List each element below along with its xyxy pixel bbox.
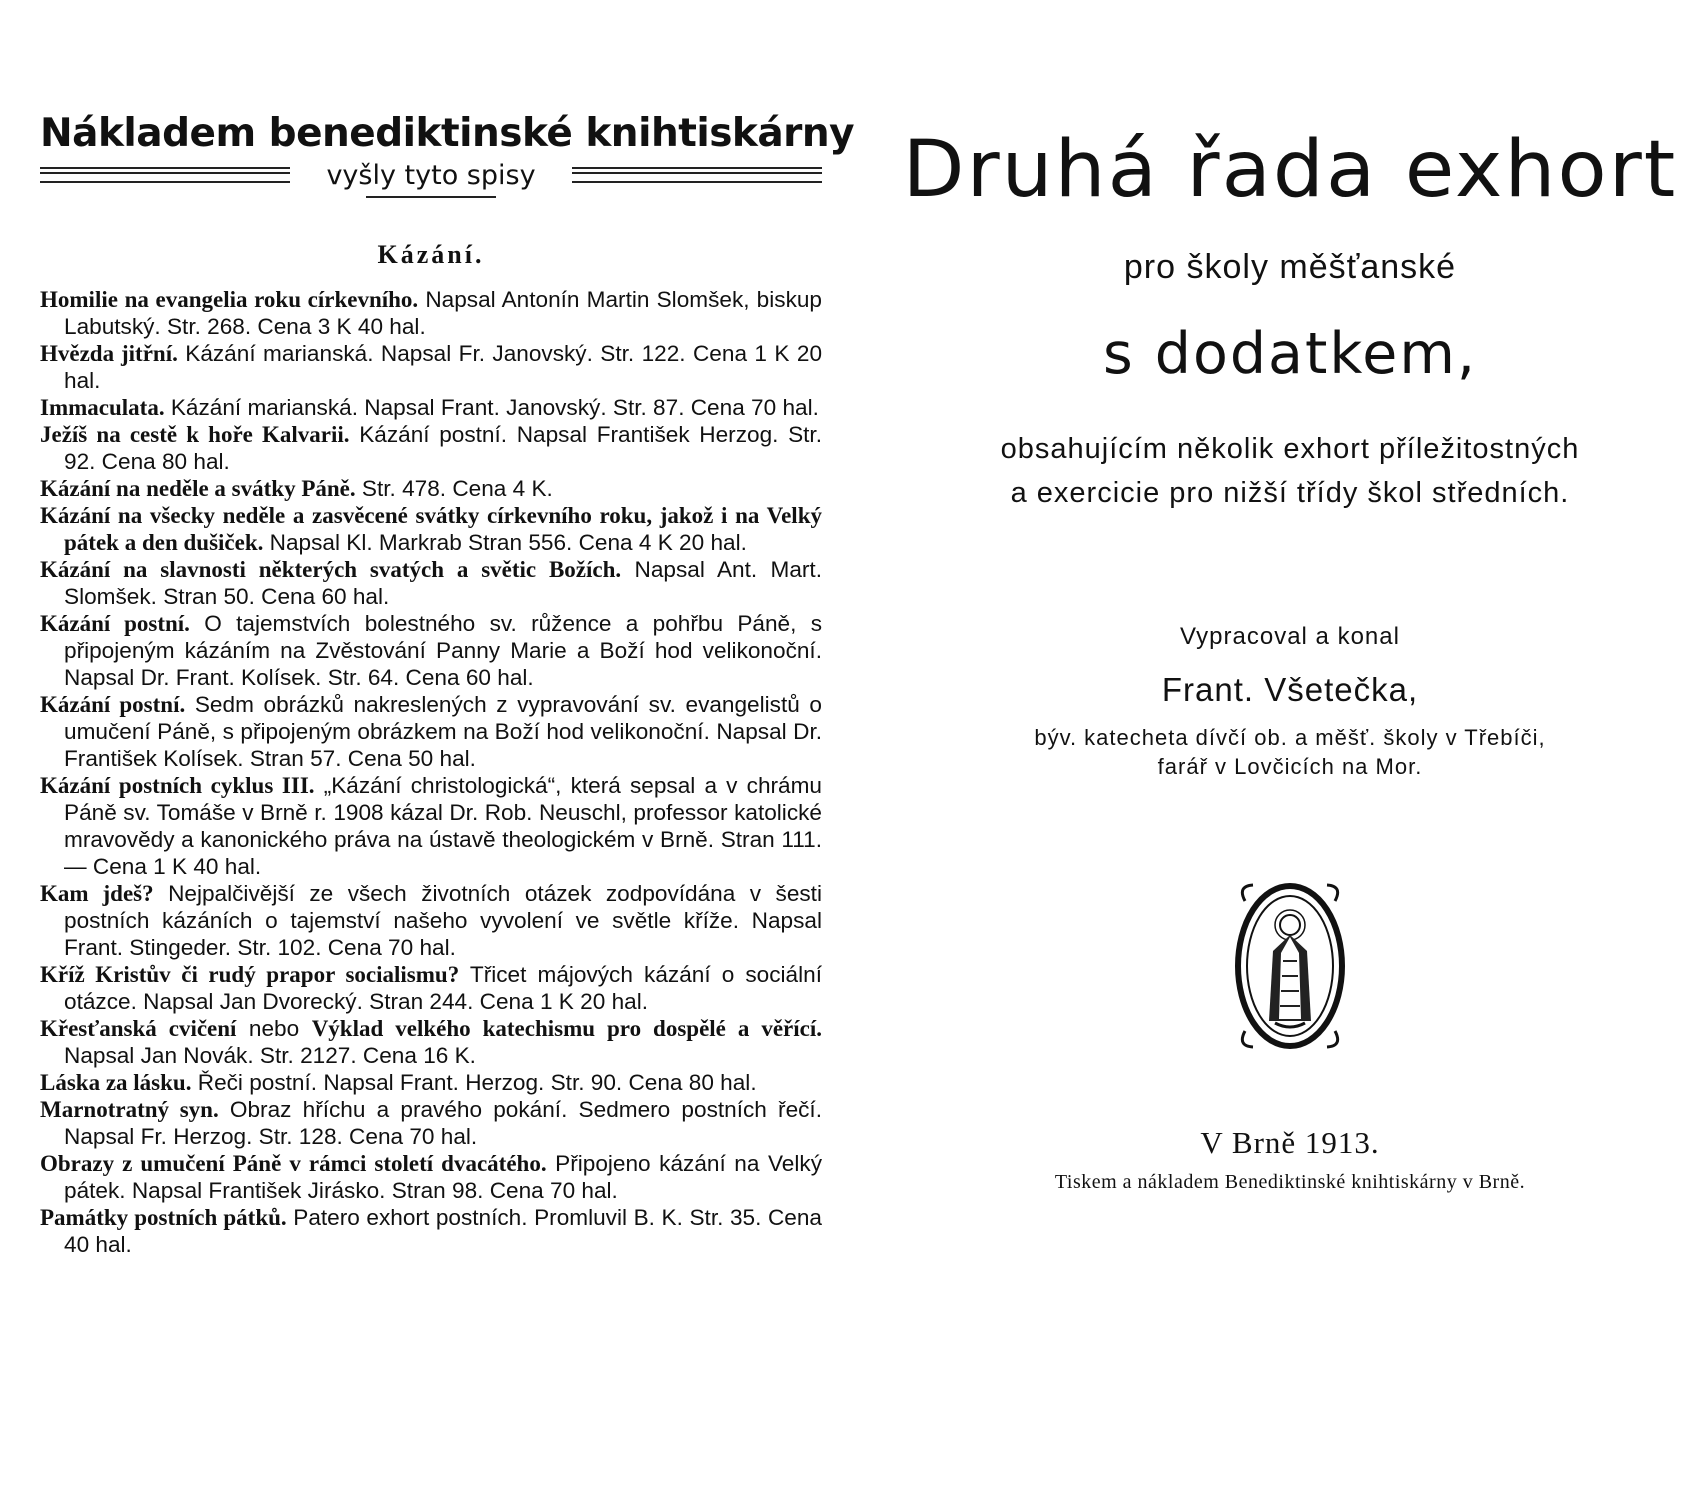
book-entry (40, 340, 822, 394)
book-entry (40, 1204, 822, 1258)
printer-note: Tiskem a nákladem Benediktinské knihtiskárny v Brně. (1054, 1171, 1526, 1193)
book-title: Immaculata. (40, 395, 165, 420)
book-title: Marnotratný syn. (40, 1097, 219, 1122)
book-details: Patero exhort postních. Promluvil B. K. Str. 35. Cena 40 hal. (64, 1205, 822, 1257)
book-details: Připojeno kázání na Velký pátek. Napsal František Jirásko. Stran 98. Cena 70 hal. (64, 1151, 822, 1203)
book-entry (40, 691, 822, 772)
author-role-line: farář v Lovčicích na Mor. (1157, 754, 1423, 779)
book-entry (40, 880, 822, 961)
left-rule (40, 167, 290, 183)
right-page (890, 110, 1690, 1194)
book-details: Napsal Ant. Mart. Slomšek. Stran 50. Cena 60 hal. (64, 557, 822, 609)
book-entry (40, 1069, 822, 1096)
book-list (40, 286, 822, 1258)
book-title: Křesťanská cvičení (40, 1016, 237, 1041)
title-subtitle: pro školy měšťanské (1123, 248, 1457, 286)
author-role (890, 723, 1690, 781)
book-details: Napsal Jan Novák. Str. 2127. Cena 16 K. (64, 1043, 476, 1068)
title-addendum: s dodatkem, (1102, 321, 1478, 387)
book-title: Památky postních pátků. (40, 1205, 287, 1230)
madonna-vignette-icon (1235, 881, 1345, 1051)
book-details: Kázání marianská. Napsal Frant. Janovský. Str. 87. Cena 70 hal. (164, 395, 819, 420)
book-entry (40, 421, 822, 475)
book-details: „Kázání christologická“, která sepsal a v chrámu Páně sv. Tomáše v Brně r. 1908 kázal Dr. Rob. Neuschl, professor katolické mravovědy a kanonického práva na ústavě theologickém v Brně. Stran 111. — Cena 1 K 40 hal. (64, 773, 822, 879)
book-title: Druhá řada exhort (902, 125, 1678, 215)
description-line: a exercicie pro nižší třídy škol středních. (1010, 477, 1570, 509)
book-title: Kam jdeš? (40, 881, 154, 906)
book-title: Výklad velkého katechismu pro dospělé a věřící. (311, 1016, 822, 1041)
book-entry (40, 772, 822, 880)
place-year: V Brně 1913. (1200, 1125, 1380, 1160)
book-entry (40, 286, 822, 340)
book-entry (40, 556, 822, 610)
author-name: Frant. Všetečka, (1161, 671, 1419, 708)
book-title: Kázání postních cyklus III. (40, 773, 315, 798)
book-details: Řeči postní. Napsal Frant. Herzog. Str. 90. Cena 80 hal. (191, 1070, 757, 1095)
book-details: Kázání marianská. Napsal Fr. Janovský. Str. 122. Cena 1 K 20 hal. (64, 341, 823, 393)
author-role-line: býv. katecheta dívčí ob. a měšť. školy v Třebíči, (1034, 725, 1546, 750)
book-title: Kázání na všecky neděle a zasvěcené svátky církevního roku, jakož i na Velký pátek a den dušiček. (40, 503, 822, 555)
book-details: Obraz hříchu a pravého pokání. Sedmero postních řečí. Napsal Fr. Herzog. Str. 128. Cena 70 hal. (64, 1097, 822, 1149)
subtitle-row (40, 160, 822, 190)
book-details: Napsal Kl. Markrab Stran 556. Cena 4 K 20 hal. (263, 530, 747, 555)
prepared-by: Vypracoval a konal (1180, 623, 1400, 650)
book-entry (40, 961, 822, 1015)
right-rule (572, 167, 822, 183)
book-title: Kázání postní. (40, 692, 186, 717)
book-details: nebo (236, 1016, 312, 1041)
book-details: Sedm obrázků nakreslených z vypravování sv. evangelistů o umučení Páně, s připojeným obrázkem na Boží hod velikonoční. Napsal Dr. František Kolísek. Stran 57. Cena 50 hal. (64, 692, 823, 771)
book-title: Obrazy z umučení Páně v rámci století dvacátého. (40, 1151, 547, 1176)
book-entry (40, 1096, 822, 1150)
subtitle: vyšly tyto spisy (326, 159, 536, 191)
book-title: Hvězda jitřní. (40, 341, 178, 366)
book-title: Kříž Kristův či rudý prapor socialismu? (40, 962, 460, 987)
book-details: Nejpalčivější ze všech životních otázek zodpovídána v šesti postních kázáních o tajemství našeho vyvolení ve světle kříže. Napsal Frant. Stingeder. Str. 102. Cena 70 hal. (64, 881, 822, 960)
book-title: Homilie na evangelia roku církevního. (40, 287, 419, 312)
book-details: Napsal Antonín Martin Slomšek, biskup Labutský. Str. 268. Cena 3 K 40 hal. (64, 287, 822, 339)
book-entry (40, 610, 822, 691)
section-heading: Kázání. (377, 240, 485, 269)
book-entry (40, 475, 822, 502)
title-description (890, 427, 1690, 515)
book-details: Třicet májových kázání o sociální otázce. Napsal Jan Dvorecký. Stran 244. Cena 1 K 20 hal. (64, 962, 822, 1014)
publisher-header: Nákladem benediktinské knihtiskárny (40, 111, 855, 156)
book-details: Str. 478. Cena 4 K. (355, 476, 553, 501)
book-title: Kázání na neděle a svátky Páně. (40, 476, 356, 501)
book-entry (40, 502, 822, 556)
book-title: Kázání na slavnosti některých svatých a světic Božích. (40, 557, 622, 582)
description-line: obsahujícím několik exhort příležitostných (1000, 433, 1580, 465)
book-entry (40, 394, 822, 421)
left-page (40, 110, 855, 1258)
book-entry (40, 1015, 822, 1069)
book-title: Ježíš na cestě k hoře Kalvarii. (40, 422, 350, 447)
book-title: Láska za lásku. (40, 1070, 192, 1095)
short-divider (366, 196, 496, 198)
book-entry (40, 1150, 822, 1204)
book-details: O tajemstvích bolestného sv. růžence a pohřbu Páně, s připojeným kázáním na Zvěstování Panny Marie a Boží hod velikonoční. Napsal Dr. Frant. Kolísek. Str. 64. Cena 60 hal. (64, 611, 822, 690)
book-details: Kázání postní. Napsal František Herzog. Str. 92. Cena 80 hal. (64, 422, 822, 474)
book-title: Kázání postní. (40, 611, 190, 636)
